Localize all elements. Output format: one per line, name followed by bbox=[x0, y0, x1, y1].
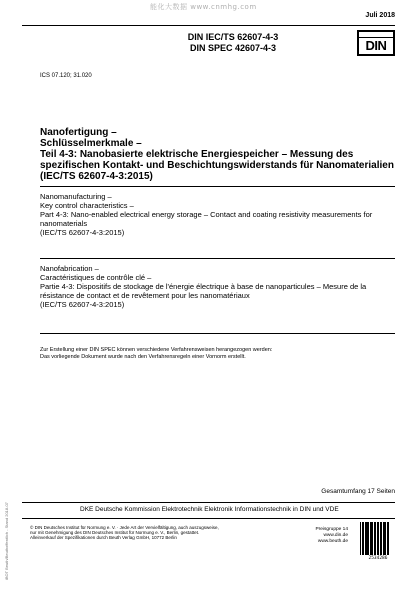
spec-note-line: Zur Erstellung einer DIN SPEC können verschiedene Verfahrensweisen herangezogen werden: bbox=[40, 347, 273, 353]
title-english bbox=[40, 192, 380, 237]
price-info bbox=[296, 527, 348, 546]
document-number bbox=[158, 32, 308, 54]
copyright-line: Alleinverkauf der Spezifikationen durch Beuth Verlag GmbH, 10772 Berlin bbox=[30, 535, 177, 541]
title-separator bbox=[40, 333, 395, 334]
copyright-line: nur mit Genehmigung des DIN Deutsches Institut für Normung e. V., Berlin, gestattet. bbox=[30, 530, 200, 536]
beuth-website-link[interactable]: www.beuth.de bbox=[317, 539, 348, 545]
copyright-line: © DIN Deutsches Institut für Normung e. V. · Jede Art der Vervielfältigung, auch auszugsweise, bbox=[30, 525, 219, 530]
title-en-line: (IEC/TS 62607-4-3:2015) bbox=[40, 228, 125, 237]
logo-text: DIN bbox=[365, 38, 387, 53]
barcode-number: 2534286 bbox=[368, 556, 388, 561]
doc-number-iec: DIN IEC/TS 62607-4-3 bbox=[187, 32, 279, 42]
title-de-line: Nanofertigung – bbox=[40, 127, 117, 138]
title-separator bbox=[40, 186, 395, 187]
ics-code: ICS 07.120; 31.020 bbox=[40, 73, 92, 79]
title-en-line: Key control characteristics – bbox=[40, 201, 134, 210]
din-logo bbox=[357, 30, 395, 56]
footer-divider-bottom bbox=[22, 518, 395, 519]
title-de-line: Teil 4-3: Nanobasierte elektrische Energiespeicher – Messung des spezifischen Kontakt- und Beschichtungswiderstands für Nanomaterialien bbox=[40, 149, 394, 171]
header-divider bbox=[22, 25, 395, 26]
title-fr-line: Caractéristiques de contrôle clé – bbox=[40, 273, 152, 282]
copyright-notice bbox=[30, 525, 280, 541]
spec-note-line: Das vorliegende Dokument wurde nach den Verfahrensregeln einer Vornorm erstellt. bbox=[40, 354, 246, 360]
title-en-line: Nanomanufacturing – bbox=[40, 192, 112, 201]
title-fr-line: Nanofabrication – bbox=[40, 264, 99, 273]
spec-note bbox=[40, 347, 400, 361]
title-en-line: Part 4-3: Nano-enabled electrical energy storage – Contact and coating resistivity measurements for nanomaterials bbox=[40, 210, 373, 228]
din-website-link[interactable]: www.din.de bbox=[323, 533, 348, 539]
watermark: 能化大数据 www.cnmhg.com bbox=[150, 3, 257, 11]
title-separator bbox=[40, 258, 395, 259]
title-german bbox=[40, 127, 395, 182]
title-fr-line: (IEC/TS 62607-4-3:2015) bbox=[40, 300, 125, 309]
price-group: Preisgruppe 14 bbox=[315, 527, 348, 532]
title-de-line: Schlüsselmerkmale – bbox=[40, 138, 142, 149]
title-fr-line: Partie 4-3: Dispositifs de stockage de l'énergie électrique à base de nanoparticules – Mesure de la résistance de contact et de revêtement pour les nanomatériaux bbox=[40, 282, 367, 300]
barcode bbox=[360, 522, 396, 555]
title-de-line: (IEC/TS 62607-4-3:2015) bbox=[40, 171, 153, 182]
spine-text: iBOT Beuth/Beuthoffentlich - Stand 2018-07 bbox=[4, 502, 9, 580]
publication-date: Juli 2018 bbox=[365, 12, 395, 19]
doc-number-spec: DIN SPEC 42607-4-3 bbox=[189, 43, 277, 53]
total-pages: Gesamtumfang 17 Seiten bbox=[321, 488, 395, 495]
committee-name: DKE Deutsche Kommission Elektrotechnik Elektronik Informationstechnik in DIN und VDE bbox=[80, 506, 339, 513]
footer-divider-top bbox=[22, 502, 395, 503]
barcode-stripe bbox=[388, 522, 389, 555]
title-french bbox=[40, 264, 395, 309]
spine-label bbox=[4, 470, 14, 590]
